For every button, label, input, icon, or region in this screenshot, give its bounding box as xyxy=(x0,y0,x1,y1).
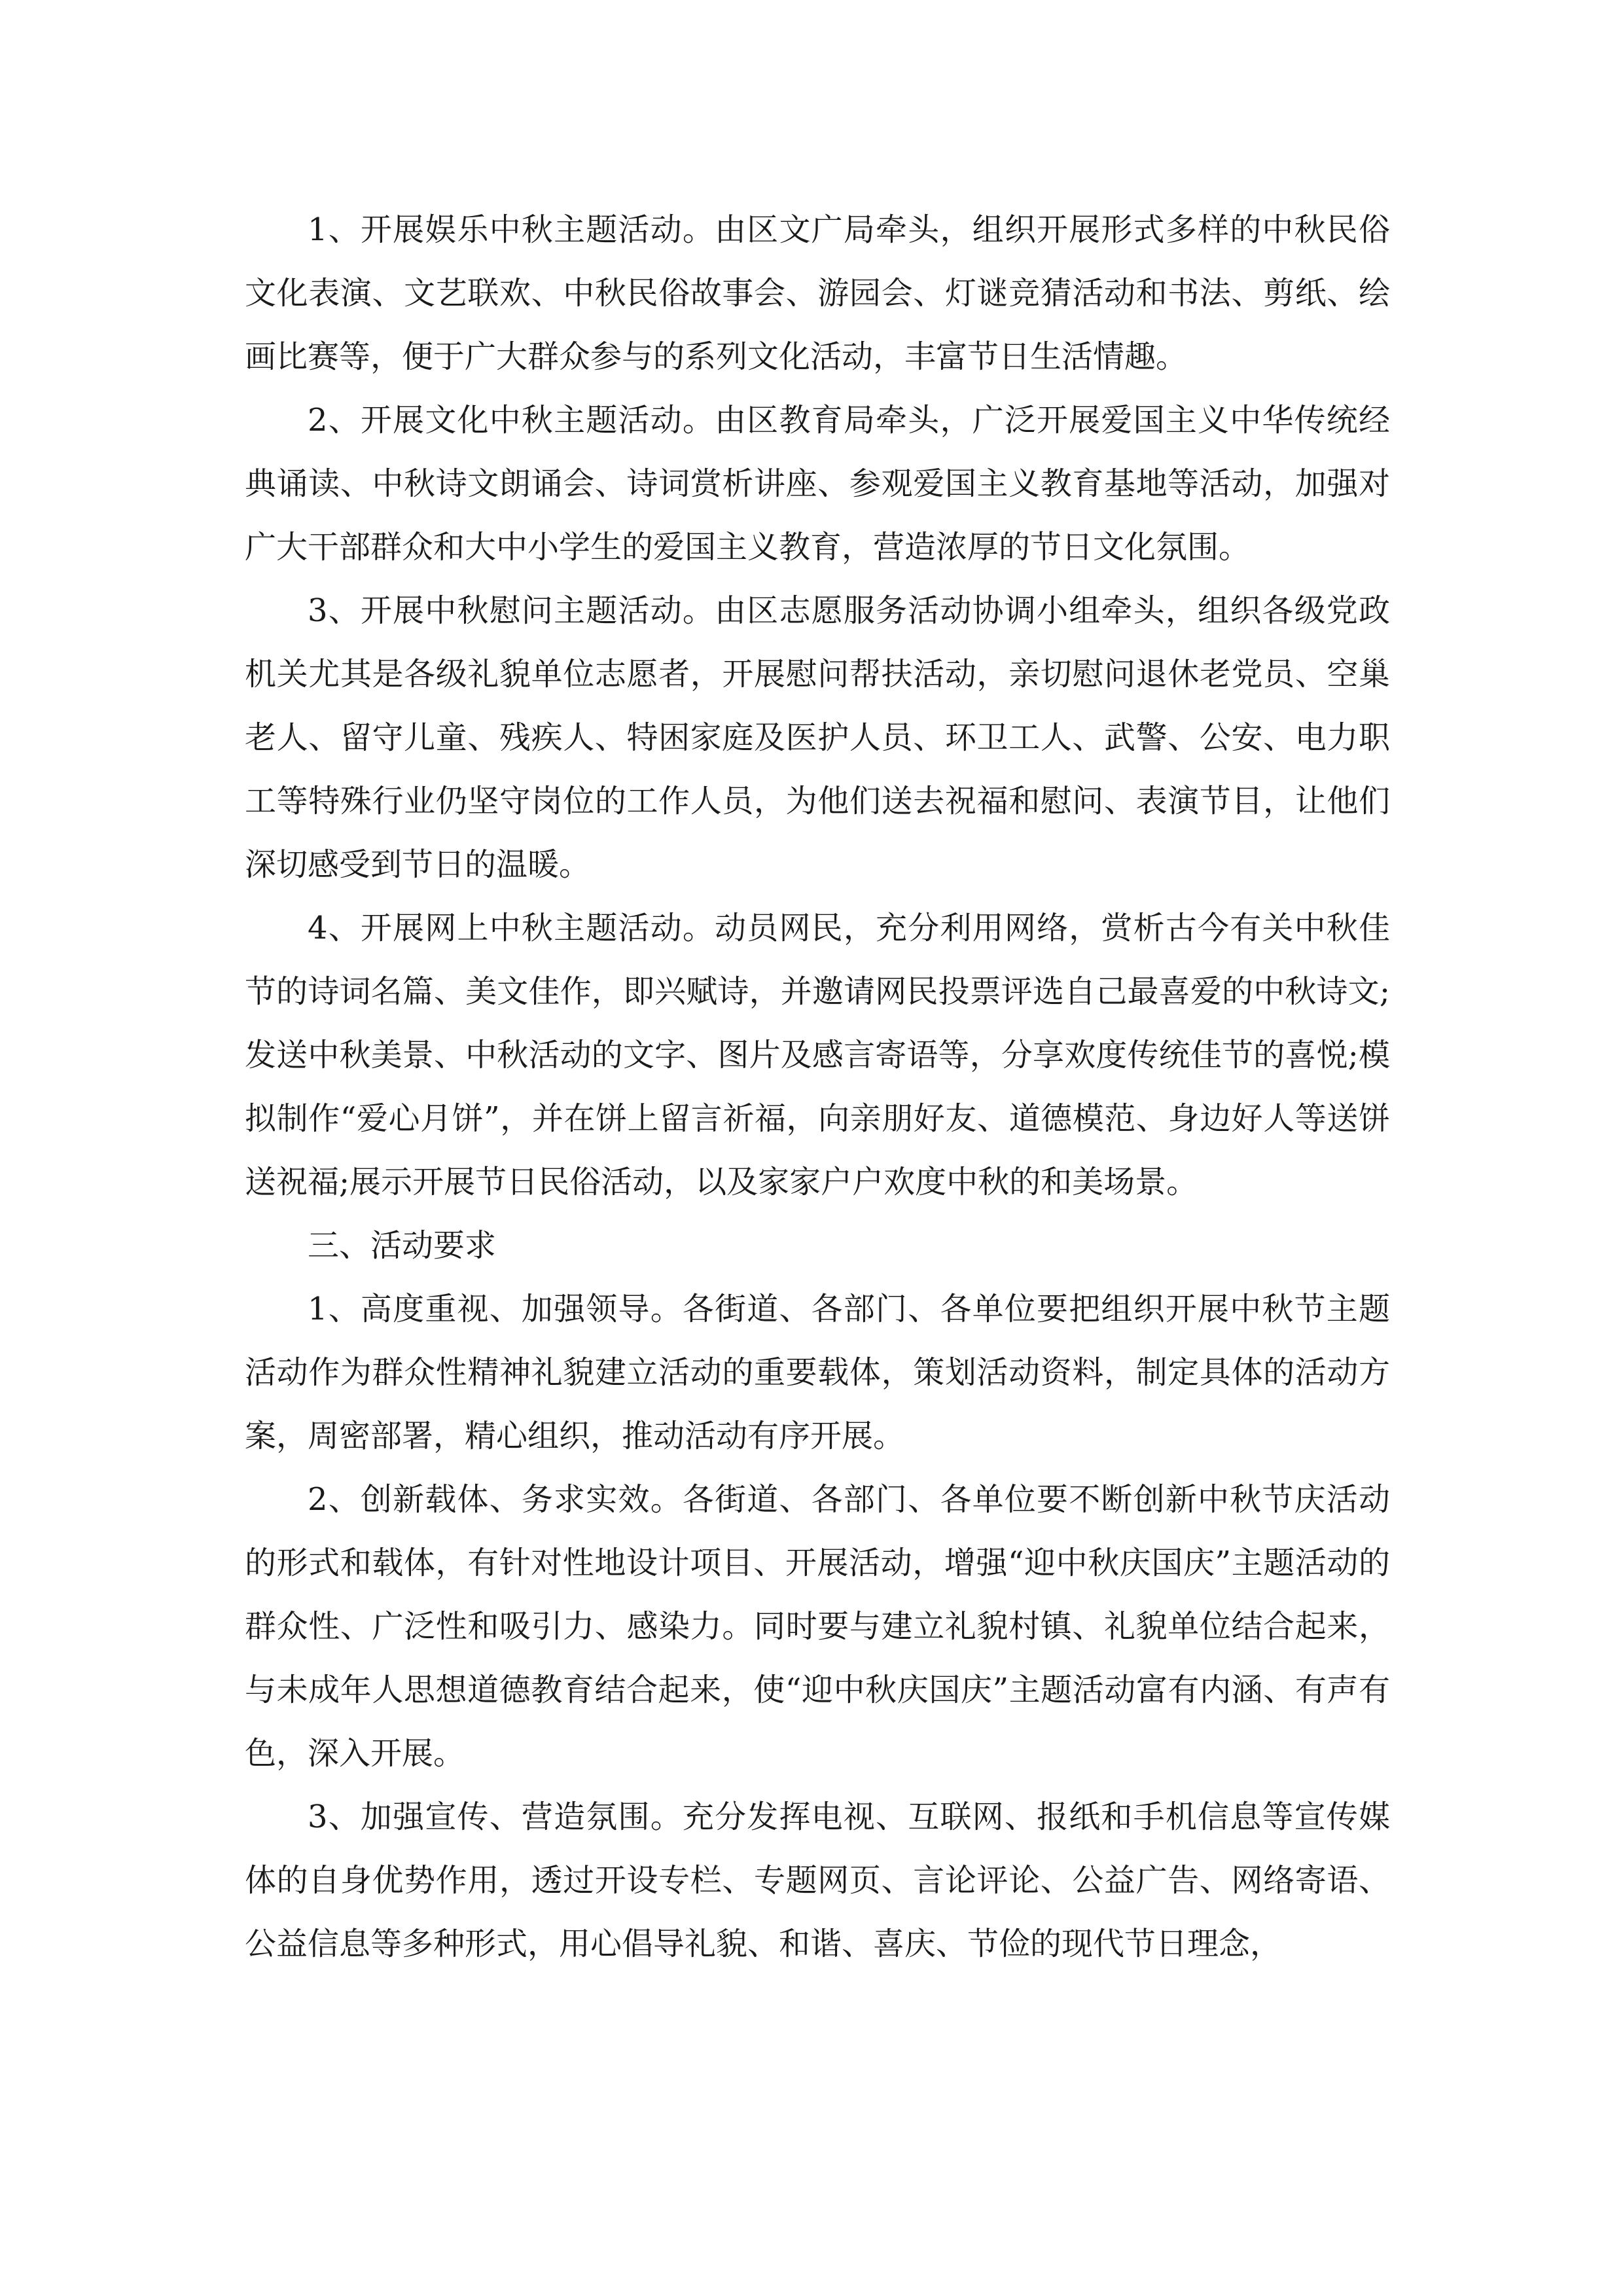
paragraph-activity-4: 4、开展网上中秋主题活动。动员网民，充分利用网络，赏析古今有关中秋佳节的诗词名篇、美文佳作，即兴赋诗，并邀请网民投票评选自己最喜爱的中秋诗文;发送中秋美景、中秋活动的文字、图片及感言寄语等，分享欢度传统佳节的喜悦;模拟制作“爱心月饼”，并在饼上留言祈福，向亲朋好友、道德模范、身边好人等送饼送祝福;展示开展节日民俗活动，以及家家户户欢度中秋的和美场景。 xyxy=(245,910,1390,1200)
paragraph-requirement-3: 3、加强宣传、营造氛围。充分发挥电视、互联网、报纸和手机信息等宣传媒体的自身优势作用，透过开设专栏、专题网页、言论评论、公益广告、网络寄语、公益信息等多种形式，用心倡导礼貌、和谐、喜庆、节俭的现代节日理念， xyxy=(245,1799,1390,1962)
document-body xyxy=(245,198,1390,1976)
section-heading-requirements: 三、活动要求 xyxy=(308,1227,497,1264)
paragraph-requirement-2: 2、创新载体、务求实效。各街道、各部门、各单位要不断创新中秋节庆活动的形式和载体，有针对性地设计项目、开展活动，增强“迎中秋庆国庆”主题活动的群众性、广泛性和吸引力、感染力。同时要与建立礼貌村镇、礼貌单位结合起来，与未成年人思想道德教育结合起来，使“迎中秋庆国庆”主题活动富有内涵、有声有色，深入开展。 xyxy=(245,1481,1390,1772)
paragraph-activity-2: 2、开展文化中秋主题活动。由区教育局牵头，广泛开展爱国主义中华传统经典诵读、中秋诗文朗诵会、诗词赏析讲座、参观爱国主义教育基地等活动，加强对广大干部群众和大中小学生的爱国主义教育，营造浓厚的节日文化氛围。 xyxy=(245,402,1390,565)
paragraph-requirement-1: 1、高度重视、加强领导。各街道、各部门、各单位要把组织开展中秋节主题活动作为群众性精神礼貌建立活动的重要载体，策划活动资料，制定具体的活动方案，周密部署，精心组织，推动活动有序开展。 xyxy=(245,1291,1390,1454)
paragraph-activity-3: 3、开展中秋慰问主题活动。由区志愿服务活动协调小组牵头，组织各级党政机关尤其是各级礼貌单位志愿者，开展慰问帮扶活动，亲切慰问退休老党员、空巢老人、留守儿童、残疾人、特困家庭及医护人员、环卫工人、武警、公安、电力职工等特殊行业仍坚守岗位的工作人员，为他们送去祝福和慰问、表演节目，让他们深切感受到节日的温暖。 xyxy=(245,592,1390,883)
paragraph-activity-1: 1、开展娱乐中秋主题活动。由区文广局牵头，组织开展形式多样的中秋民俗文化表演、文艺联欢、中秋民俗故事会、游园会、灯谜竞猜活动和书法、剪纸、绘画比赛等，便于广大群众参与的系列文化活动，丰富节日生活情趣。 xyxy=(245,211,1390,375)
